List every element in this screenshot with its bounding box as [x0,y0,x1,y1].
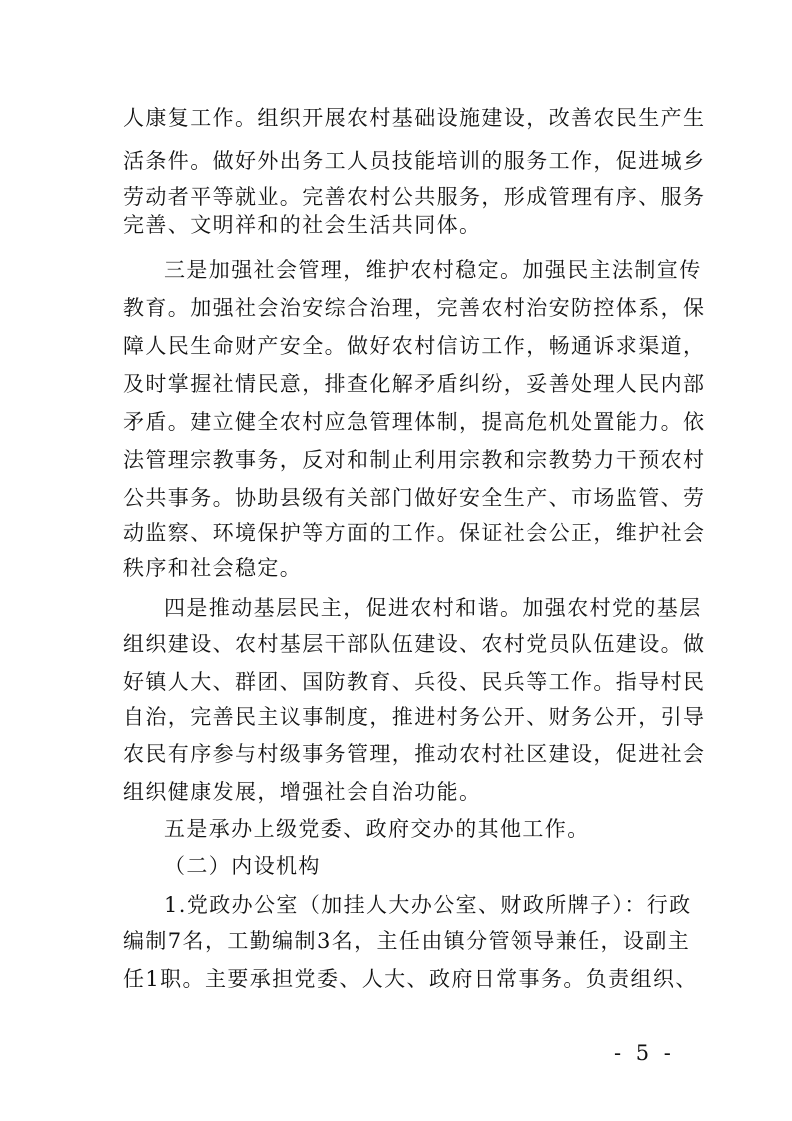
text-line: 矛盾。建立健全农村应急管理体制，提高危机处置能力。依 [123,410,706,434]
text-line: 1.党政办公室（加挂人大办公室、财政所牌子）：行政 [164,893,692,917]
text-line: 五是承办上级党委、政府交办的其他工作。 [164,817,590,841]
text-line: 三是加强社会管理，维护农村稳定。加强民主法制宣传 [164,258,702,282]
text-line: 任1职。主要承担党委、人大、政府日常事务。负责组织、 [123,967,698,991]
text-line: 好镇人大、群团、国防教育、兵役、民兵等工作。指导村民 [123,670,706,694]
text-line: 及时掌握社情民意，排查化解矛盾纠纷，妥善处理人民内部 [123,372,706,396]
text-line: 人康复工作。组织开展农村基础设施建设，改善农民生产生 [123,106,706,130]
text-line: 动监察、环境保护等方面的工作。保证社会公正，维护社会 [123,521,706,545]
text-line: 农民有序参与村级事务管理，推动农村社区建设，促进社会 [123,742,706,766]
text-line: 障人民生命财产安全。做好农村信访工作，畅通诉求渠道， [123,334,706,358]
section-heading: （二）内设机构 [164,854,321,878]
text-line: 秩序和社会稳定。 [123,556,303,580]
text-line: 活条件。做好外出务工人员技能培训的服务工作，促进城乡 [123,149,706,173]
text-line: 法管理宗教事务，反对和制止利用宗教和宗教势力干预农村 [123,448,706,472]
text-line: 自治，完善民主议事制度，推进村务公开、财务公开，引导 [123,705,706,729]
text-line: 公共事务。协助县级有关部门做好安全生产、市场监管、劳 [123,486,706,510]
text-line: 编制7名，工勤编制3名，主任由镇分管领导兼任，设副主 [123,929,691,953]
page-number: - 5 - [614,1041,675,1065]
text-line: 组织建设、农村基层干部队伍建设、农村党员队伍建设。做 [123,632,706,656]
text-line: 四是推动基层民主，促进农村和谐。加强农村党的基层 [164,596,702,620]
text-line: 完善、文明祥和的社会生活共同体。 [123,213,482,237]
text-line: 教育。加强社会治安综合治理，完善农村治安防控体系，保 [123,296,706,320]
text-line: 组织健康发展，增强社会自治功能。 [123,780,482,804]
text-line: 劳动者平等就业。完善农村公共服务，形成管理有序、服务 [123,185,706,209]
